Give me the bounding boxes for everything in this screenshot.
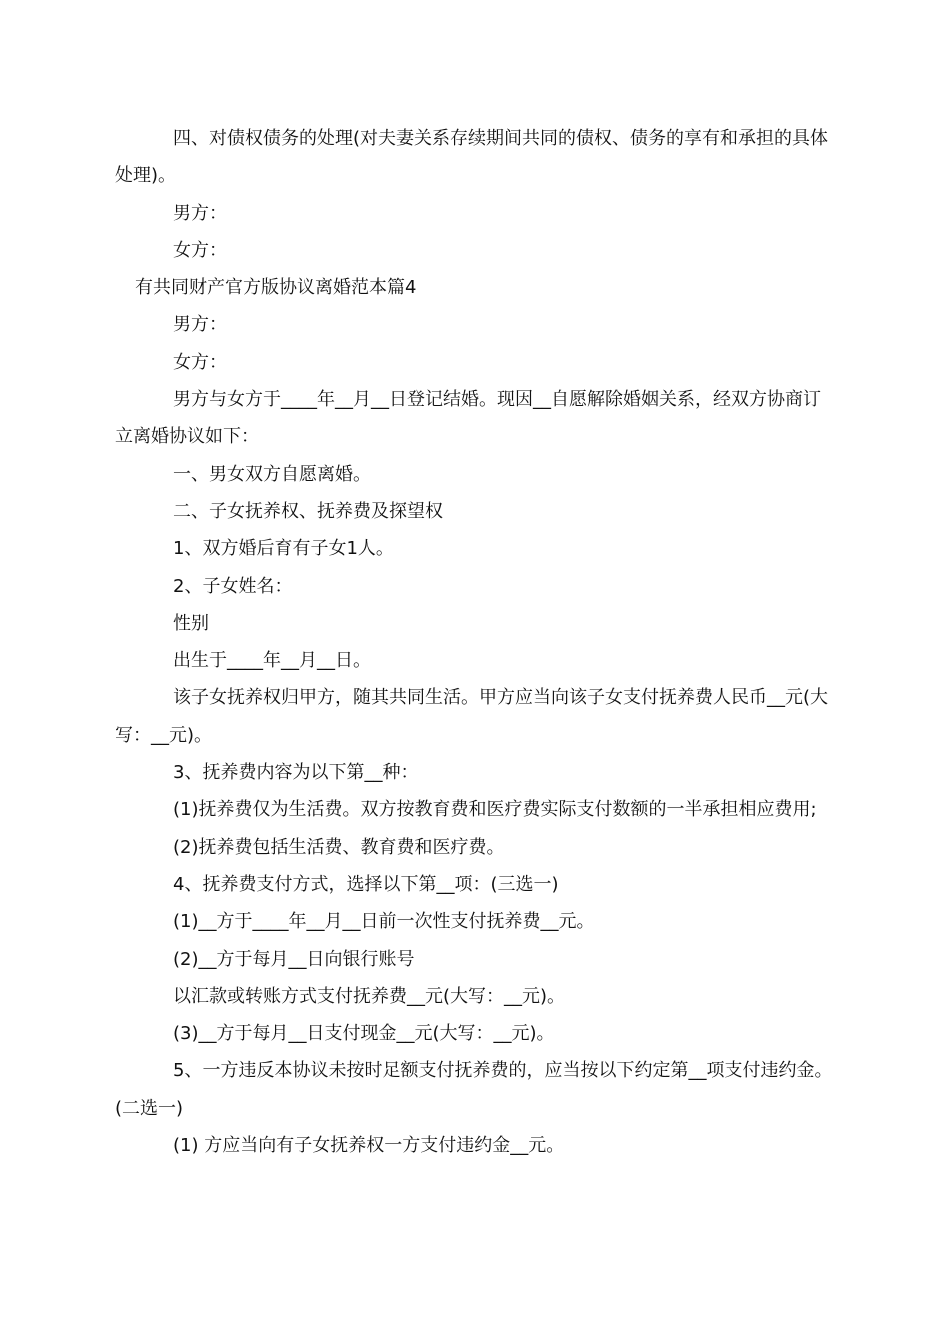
paragraph-item: (1)抚养费仅为生活费。双方按教育费和医疗费实际支付数额的一半承担相应费用;	[173, 799, 817, 821]
paragraph-marriage-intro: 男方与女方于____年__月__日登记结婚。现因__自愿解除婚姻关系，经双方协商订立离婚协议如下：	[115, 389, 821, 448]
paragraph-item: 出生于____年__月__日。	[173, 650, 371, 672]
paragraph-item: 以汇款或转账方式支付抚养费__元(大写：__元)。	[173, 985, 566, 1007]
paragraph-penalty: 5、一方违反本协议未按时足额支付抚养费的，应当按以下约定第__项支付违约金。(二选一)	[115, 1060, 833, 1119]
paragraph-male-party: 男方：	[173, 314, 227, 336]
section-heading: 有共同财产官方版协议离婚范本篇4	[135, 277, 417, 299]
paragraph-female-party: 女方：	[173, 351, 227, 373]
paragraph-clause-1: 一、男女双方自愿离婚。	[173, 463, 371, 485]
document-body	[115, 120, 837, 1164]
paragraph-item: (3)__方于每月__日支付现金__元(大写：__元)。	[173, 1023, 555, 1045]
paragraph-item: 性别	[173, 612, 209, 634]
paragraph-item: (2)抚养费包括生活费、教育费和医疗费。	[173, 836, 505, 858]
paragraph-clause-2: 二、子女抚养权、抚养费及探望权	[173, 500, 443, 522]
paragraph-male-party: 男方：	[173, 202, 227, 224]
paragraph-item: 4、抚养费支付方式，选择以下第__项：(三选一)	[173, 873, 559, 895]
paragraph-item: 1、双方婚后育有子女1人。	[173, 538, 394, 560]
paragraph-female-party: 女方：	[173, 239, 227, 261]
paragraph-custody: 该子女抚养权归甲方，随其共同生活。甲方应当向该子女支付抚养费人民币__元(大写：__元)。	[115, 687, 829, 746]
paragraph-item: (1)__方于____年__月__日前一次性支付抚养费__元。	[173, 911, 595, 933]
paragraph-debt-handling: 四、对债权债务的处理(对夫妻关系存续期间共同的债权、债务的享有和承担的具体处理)。	[115, 128, 829, 187]
paragraph-item: (1) 方应当向有子女抚养权一方支付违约金__元。	[173, 1135, 565, 1157]
paragraph-item: (2)__方于每月__日向银行账号	[173, 948, 415, 970]
paragraph-item: 2、子女姓名：	[173, 575, 293, 597]
paragraph-item: 3、抚养费内容为以下第__种：	[173, 762, 419, 784]
